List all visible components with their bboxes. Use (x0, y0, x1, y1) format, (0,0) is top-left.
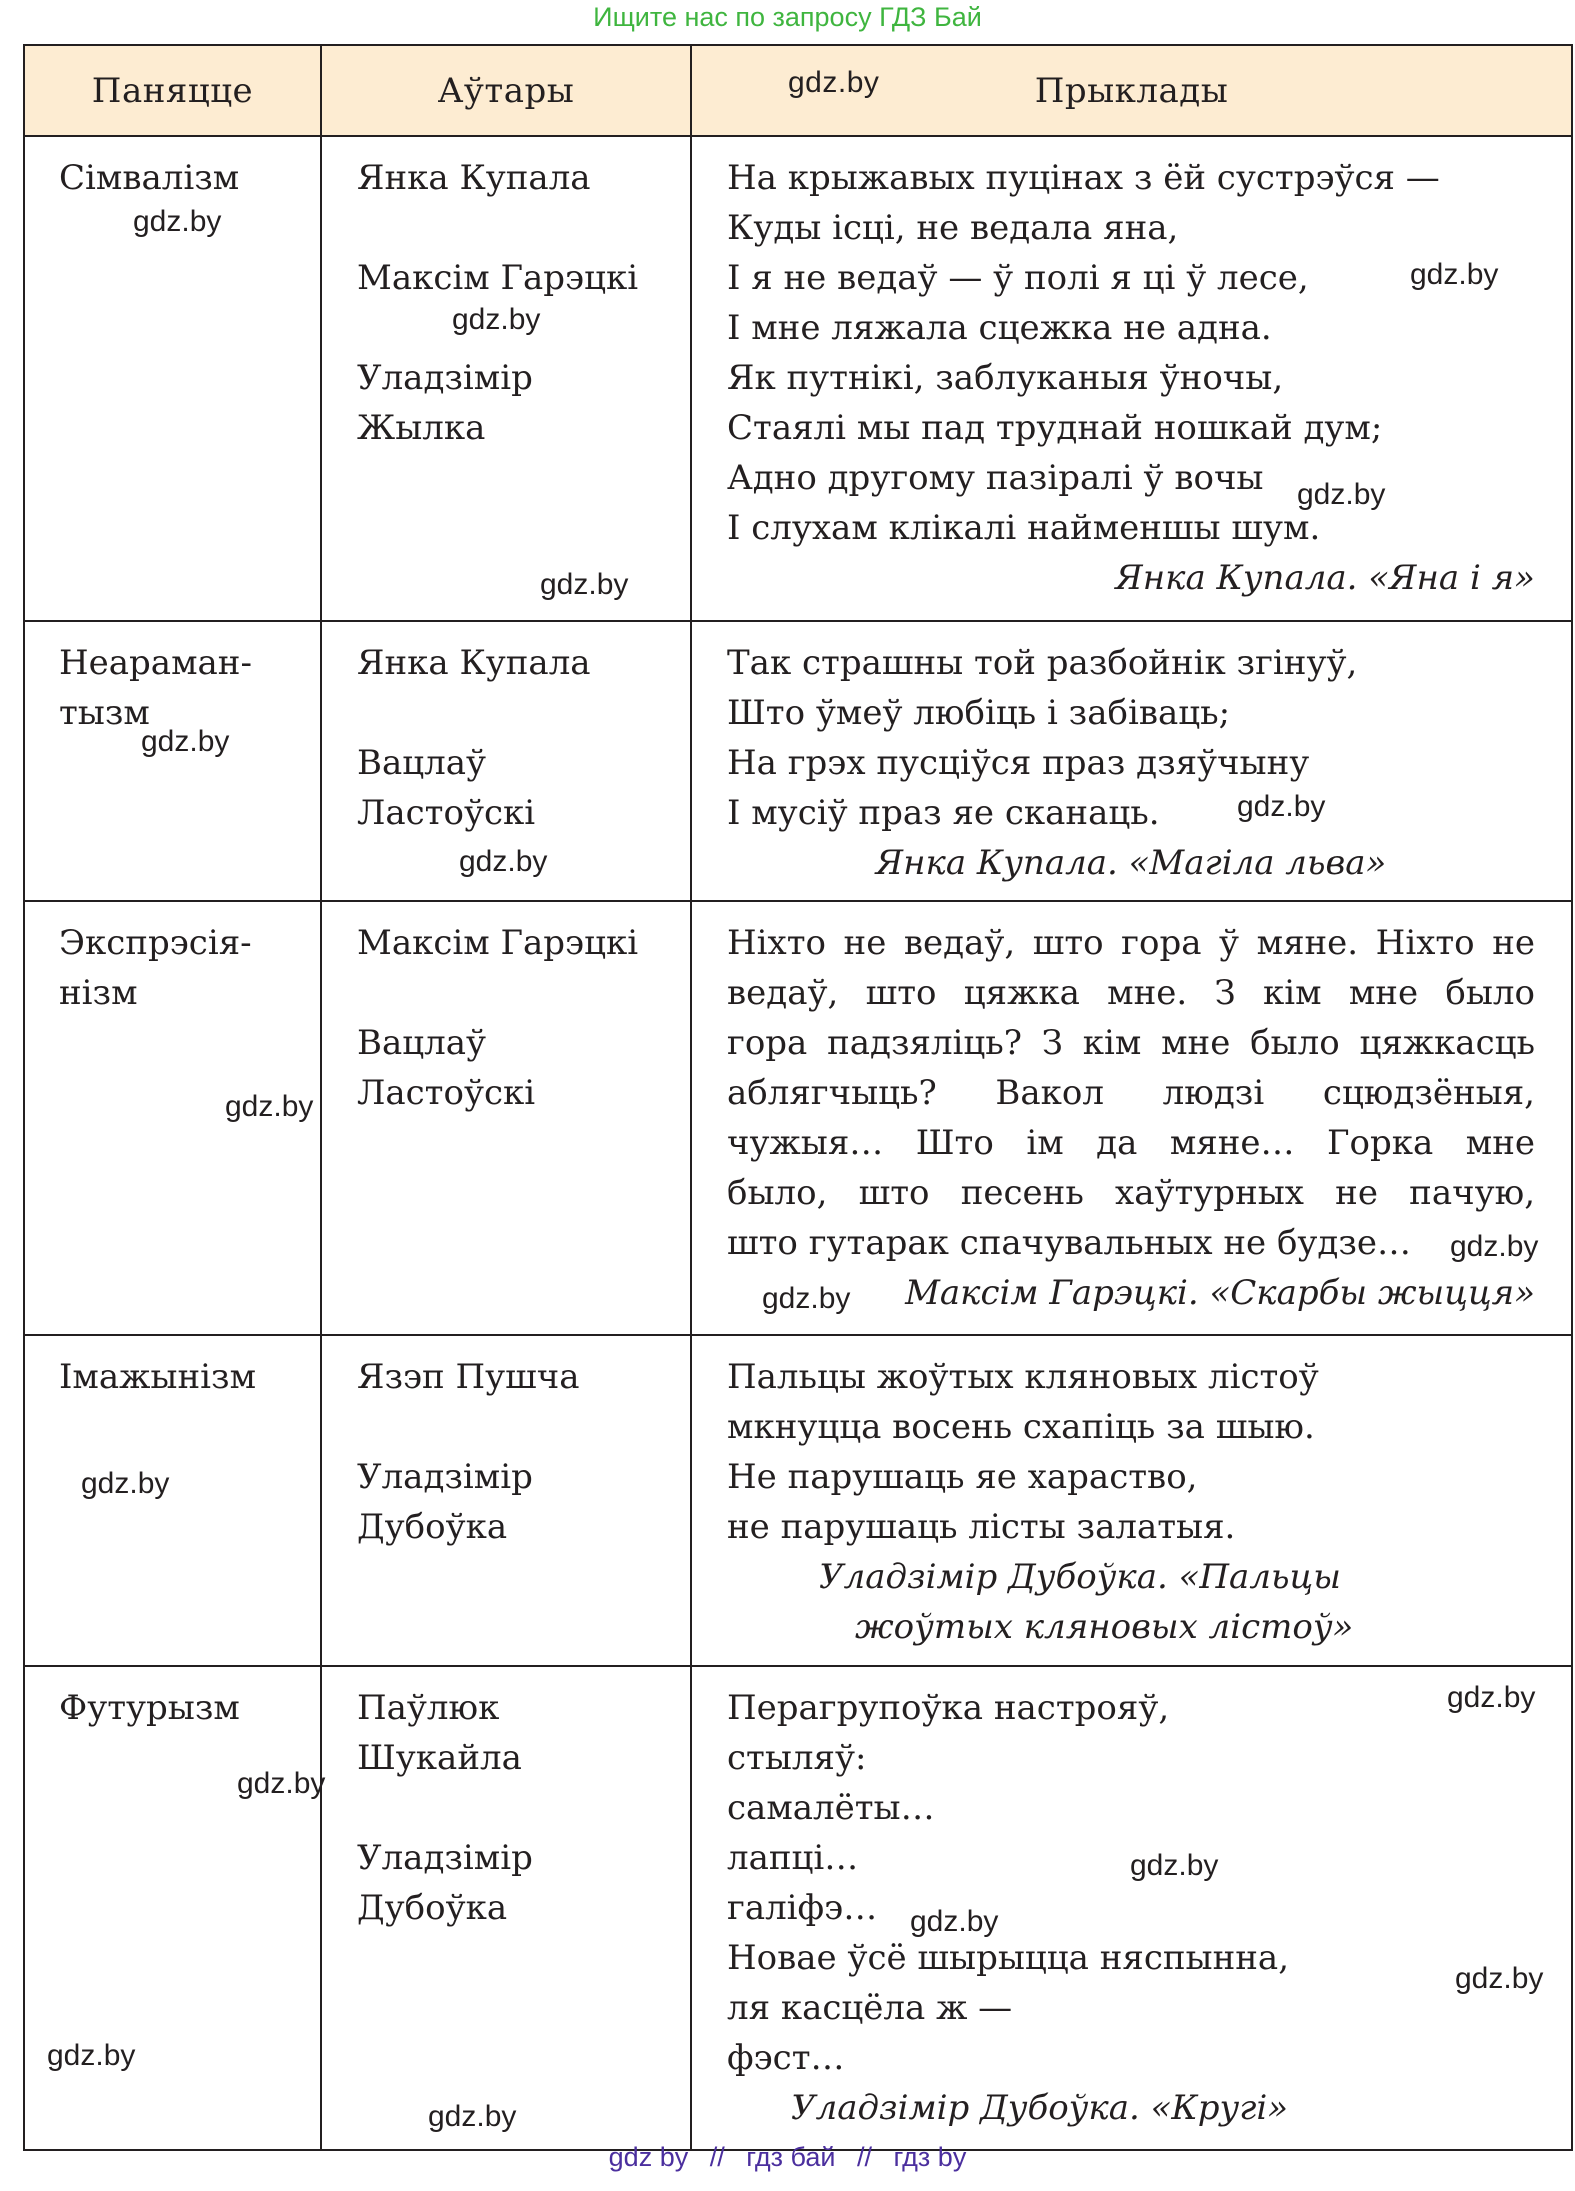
example-source: жоўтых кляновых лістоў» (855, 1607, 1354, 1647)
author-name: Дубоўка (357, 1507, 508, 1547)
authors-cell (321, 901, 691, 1335)
example-line: мкнуцца восень схапіць за шыю. (727, 1407, 1315, 1447)
example-line: ля касцёла ж — (727, 1988, 1013, 2028)
example-cell (691, 1666, 1572, 2150)
example-line: На крыжавых пуцінах з ёй сустрэўся — (727, 158, 1440, 198)
author-name: Максім Гарэцкі (357, 258, 639, 298)
watermark: gdz.by (1450, 1230, 1539, 1263)
example-line: не парушаць лісты залатыя. (727, 1507, 1236, 1547)
table-row (24, 621, 1572, 901)
author-name: Шукайла (357, 1738, 522, 1778)
author-name: Янка Купала (357, 643, 591, 683)
top-banner: Ищите нас по запросу ГДЗ Бай (593, 2, 982, 32)
concept-text: Футурызм (59, 1688, 240, 1728)
example-line: фэст… (727, 2038, 845, 2078)
authors-cell (321, 136, 691, 621)
footer-link-gdz-bai[interactable]: гдз бай (746, 2142, 836, 2172)
authors-cell (321, 1335, 691, 1666)
example-line: Ніхто не ведаў, што гора ў мяне. Ніхто не (727, 923, 1535, 963)
watermark: gdz.by (1237, 790, 1326, 823)
author-name: Паўлюк (357, 1688, 500, 1728)
literary-movements-table (23, 44, 1573, 2151)
author-name: Уладзімір (357, 1838, 533, 1878)
table-row (24, 1335, 1572, 1666)
example-line: што гутарак спачувальных не будзе… (727, 1223, 1412, 1263)
concept-cell (24, 1335, 321, 1666)
watermark: gdz.by (141, 725, 230, 758)
watermark: gdz.by (1130, 1849, 1219, 1882)
header-examples-label: Прыклады (1034, 70, 1229, 111)
watermark: gdz.by (1455, 1962, 1544, 1995)
example-line: лапці… (727, 1838, 859, 1878)
concept-cell (24, 1666, 326, 2150)
author-name: Максім Гарэцкі (357, 923, 639, 963)
table-row (24, 1666, 1572, 2150)
footer (0, 2142, 1575, 2173)
watermark: gdz.by (540, 568, 629, 601)
authors-cell (321, 621, 691, 901)
authors-cell (321, 1666, 691, 2150)
example-source: Янка Купала. «Магіла льва» (875, 843, 1387, 883)
author-name: Ластоўскі (357, 1073, 536, 1113)
header-concept: Паняцце (24, 45, 321, 136)
watermark: gdz.by (1410, 258, 1499, 291)
example-line: стыляў: (727, 1738, 867, 1778)
example-source: Уладзімір Дубоўка. «Кругі» (791, 2088, 1289, 2128)
example-line: І я не ведаў — ў полі я ці ў лесе, (727, 258, 1309, 298)
footer-link-gdz-by-cyr[interactable]: гдз by (893, 2142, 967, 2172)
concept-cell (24, 901, 321, 1335)
footer-separator: // (709, 2142, 725, 2172)
watermark: gdz.by (81, 1467, 170, 1500)
watermark: gdz.by (225, 1090, 314, 1123)
author-name: Уладзімір (357, 1457, 533, 1497)
example-line: Не парушаць яе хараство, (727, 1457, 1198, 1497)
example-line: Пальцы жоўтых кляновых лістоў (727, 1357, 1319, 1397)
example-line: чужыя… Што ім да мяне… Горка мне (727, 1123, 1535, 1163)
example-line: Стаялі мы пад труднай ношкай дум; (727, 408, 1383, 448)
watermark: gdz.by (1447, 1681, 1536, 1714)
example-cell (691, 136, 1572, 621)
author-name: Дубоўка (357, 1888, 508, 1928)
concept-text: тызм (59, 693, 150, 733)
example-source: Уладзімір Дубоўка. «Пальцы (819, 1557, 1341, 1597)
watermark: gdz.by (459, 845, 548, 878)
example-line: На грэх пусціўся праз дзяўчыну (727, 743, 1310, 783)
watermark: gdz.by (237, 1767, 326, 1800)
author-name: Жылка (357, 408, 486, 448)
author-name: Вацлаў (357, 1023, 486, 1063)
watermark: gdz.by (1297, 478, 1386, 511)
watermark: gdz.by (910, 1905, 999, 1938)
example-line: Новае ўсё шырыцца няспынна, (727, 1938, 1290, 1978)
concept-cell (24, 136, 321, 621)
example-line: Адно другому пазіралі ў вочы (727, 458, 1264, 498)
example-line: аблягчыць? Вакол людзі сцюдзёныя, (727, 1073, 1535, 1113)
footer-link-gdz-by[interactable]: gdz by (608, 2142, 689, 2172)
example-line: самалёты… (727, 1788, 935, 1828)
watermark: gdz.by (788, 66, 880, 99)
example-cell (691, 621, 1572, 901)
example-cell (691, 901, 1572, 1335)
watermark: gdz.by (47, 2039, 136, 2072)
example-cell (691, 1335, 1572, 1666)
author-name: Ластоўскі (357, 793, 536, 833)
watermark: gdz.by (428, 2100, 517, 2133)
example-line: было, што песень хаўтурных не пачую, (727, 1173, 1535, 1213)
concept-text: Неараман- (59, 643, 252, 683)
example-line: Так страшны той разбойнік згінуў, (727, 643, 1358, 683)
concept-text: Імажынізм (59, 1357, 257, 1397)
example-line: І мусіў праз яе сканаць. (727, 793, 1160, 833)
table-row (24, 136, 1572, 621)
author-name: Язэп Пушча (357, 1357, 580, 1397)
example-source: Максім Гарэцкі. «Скарбы жыцця» (905, 1273, 1535, 1313)
example-line: І мне ляжала сцежка не адна. (727, 308, 1272, 348)
example-line: І слухам клікалі найменшы шум. (727, 508, 1321, 548)
example-line: галіфэ… (727, 1888, 878, 1928)
author-name: Вацлаў (357, 743, 486, 783)
watermark: gdz.by (452, 303, 541, 336)
concept-text: нізм (59, 973, 138, 1013)
concept-text: Экспрэсія- (59, 923, 252, 963)
author-name: Янка Купала (357, 158, 591, 198)
footer-separator: // (857, 2142, 873, 2172)
header-authors: Аўтары (321, 45, 691, 136)
concept-text: Сімвалізм (59, 158, 240, 198)
example-line: Куды ісці, не ведала яна, (727, 208, 1179, 248)
example-line: ведаў, што цяжка мне. З кім мне было (727, 973, 1535, 1013)
table-row (24, 901, 1572, 1335)
example-line: Што ўмеў любіць і забіваць; (727, 693, 1231, 733)
header-examples (691, 45, 1572, 136)
concept-cell (24, 621, 321, 901)
watermark: gdz.by (133, 205, 222, 238)
example-line: гора падзяліць? З кім мне было цяжкасць (727, 1023, 1535, 1063)
watermark: gdz.by (762, 1282, 851, 1315)
table-header-row (24, 45, 1572, 136)
author-name: Уладзімір (357, 358, 533, 398)
example-source: Янка Купала. «Яна і я» (1115, 558, 1535, 598)
example-line: Перагрупоўка настрояў, (727, 1688, 1170, 1728)
example-line: Як путнікі, заблуканыя ўночы, (727, 358, 1284, 398)
